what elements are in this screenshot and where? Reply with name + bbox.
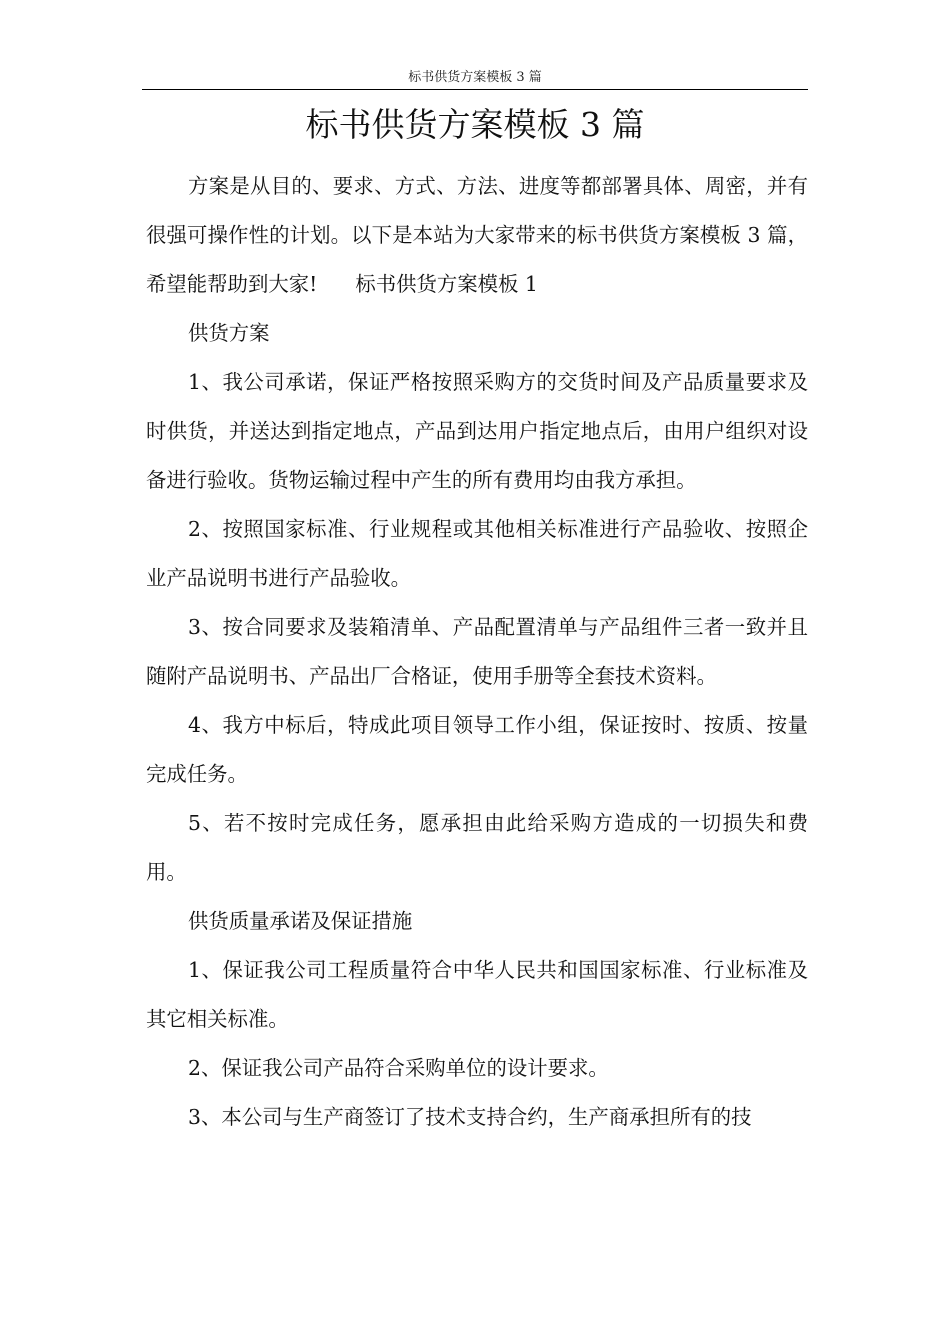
section-heading-template-1: 标书供货方案模板 1 xyxy=(355,272,538,296)
running-header: 标书供货方案模板 3 篇 xyxy=(408,70,542,85)
section-heading: 供货质量承诺及保证措施 xyxy=(188,909,413,933)
paragraph: 3、按合同要求及装箱清单、产品配置清单与产品组件三者一致并且随附产品说明书、产品出厂合格证，使用手册等全套技术资料。 xyxy=(146,615,808,688)
intro-text: 方案是从目的、要求、方式、方法、进度等都部署具体、周密，并有很强可操作性的计划。以下是本站为大家带来的标书供货方案模板 3 篇，希望能帮助到大家! xyxy=(146,174,808,296)
header-rule xyxy=(142,89,808,90)
document-body xyxy=(146,162,808,1142)
paragraph: 5、若不按时完成任务，愿承担由此给采购方造成的一切损失和费用。 xyxy=(146,811,808,884)
intro-paragraph xyxy=(146,162,808,309)
paragraph: 4、我方中标后，特成此项目领导工作小组，保证按时、按质、按量完成任务。 xyxy=(146,713,808,786)
paragraph: 1、保证我公司工程质量符合中华人民共和国国家标准、行业标准及其它相关标准。 xyxy=(146,958,808,1031)
paragraph: 2、按照国家标准、行业规程或其他相关标准进行产品验收、按照企业产品说明书进行产品验收。 xyxy=(146,517,808,590)
paragraph: 3、本公司与生产商签订了技术支持合约，生产商承担所有的技 xyxy=(188,1105,752,1129)
document-title: 标书供货方案模板 3 篇 xyxy=(305,105,645,144)
section-heading: 供货方案 xyxy=(188,321,270,345)
paragraph: 1、我公司承诺，保证严格按照采购方的交货时间及产品质量要求及时供货，并送达到指定地点，产品到达用户指定地点后，由用户组织对设备进行验收。货物运输过程中产生的所有费用均由我方承担。 xyxy=(146,370,808,492)
paragraph: 2、保证我公司产品符合采购单位的设计要求。 xyxy=(188,1056,609,1080)
